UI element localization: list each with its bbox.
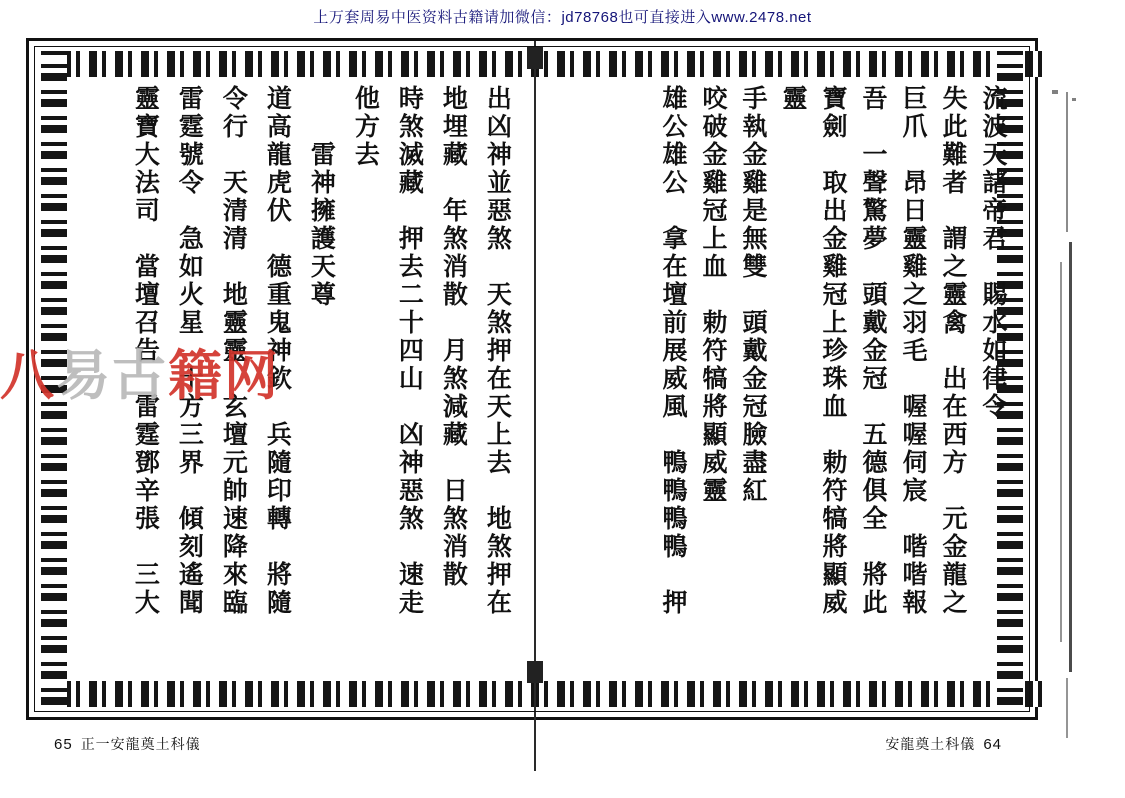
text-column: 流波天諸帝君 賜水如律令 — [979, 85, 1008, 421]
page-number-left: 65 — [54, 736, 73, 753]
text-area — [75, 85, 1011, 679]
top-watermark-banner — [0, 6, 1125, 27]
scan-artifact — [1069, 242, 1072, 672]
column-gutter-spacer — [525, 85, 560, 679]
scan-artifact — [1066, 678, 1068, 738]
banner-wechat-id: jd78768 — [561, 9, 619, 26]
footer-left — [54, 734, 201, 754]
text-column: 道高龍虎伏 德重鬼神欽 兵隨印轉 將隨 — [263, 85, 293, 617]
text-column: 令行 天清清 地靈靈 玄壇元帥速降來臨 — [219, 85, 249, 617]
text-column: 地埋藏 年煞消散 月煞減藏 日煞消散 — [439, 85, 469, 589]
text-column: 寶劍 取出金雞冠上珍珠血 勅符犒將顯威 — [819, 85, 848, 617]
watermark-part-1: 八 — [0, 343, 56, 407]
ornament-border-right — [997, 51, 1023, 713]
book-title-right: 安龍奠土科儀 — [885, 737, 976, 753]
scan-artifact — [1066, 92, 1068, 232]
text-column: 雄公雄公 拿在壇前展威風 鴨鴨鴨鴨 押 — [659, 85, 688, 617]
text-column: 失此難者 謂之靈禽 出在西方 元金龍之 — [939, 85, 968, 617]
text-column: 他方去 — [351, 85, 381, 169]
fold-mark-top — [527, 47, 543, 69]
ornament-border-left — [41, 51, 67, 713]
scan-artifact — [1060, 262, 1062, 642]
page-number-right: 64 — [983, 736, 1002, 753]
text-column: 靈 — [779, 85, 808, 113]
text-column: 巨爪 昂日靈雞之羽毛 喔喔伺宸 喈喈報 — [899, 85, 928, 617]
watermark-part-3: 籍网 — [168, 343, 280, 407]
center-fold-line — [534, 41, 536, 771]
banner-text-cn: 上万套周易中医资料古籍请加微信： — [313, 9, 562, 26]
book-title-left: 正一安龍奠土科儀 — [80, 737, 201, 753]
fold-mark-bottom — [527, 661, 543, 683]
banner-url: www.2478.net — [711, 9, 812, 26]
text-column: 雷神擁護天尊 — [307, 85, 337, 309]
watermark-part-2: 易古 — [56, 343, 168, 407]
text-column: 手執金雞是無雙 頭戴金冠臉盡紅 — [739, 85, 768, 505]
ornament-border-top — [41, 51, 1045, 77]
scan-artifact — [1072, 98, 1076, 101]
text-column: 吾 一聲驚夢 頭戴金冠 五德俱全 將此 — [859, 85, 888, 617]
banner-text-mid: 也可直接进入 — [618, 9, 712, 26]
text-column: 時煞滅藏 押去二十四山 凶神惡煞 速走 — [395, 85, 425, 617]
text-column: 靈寶大法司 當壇召告 雷霆鄧辛張 三大 — [131, 85, 161, 617]
text-column: 咬破金雞冠上血 勅符犒將顯威靈 — [699, 85, 728, 505]
scanned-page — [18, 32, 1098, 762]
page-half-left — [75, 85, 519, 679]
book-frame — [26, 38, 1038, 720]
text-column: 雷霆號令 急如火星 十方三界 傾刻遙聞 — [175, 85, 205, 617]
scan-artifact — [1052, 90, 1058, 94]
footer-right — [885, 734, 1002, 754]
ornament-border-bottom — [41, 681, 1045, 707]
page-half-right — [567, 85, 1011, 679]
text-column: 出凶神並惡煞 天煞押在天上去 地煞押在 — [483, 85, 513, 617]
